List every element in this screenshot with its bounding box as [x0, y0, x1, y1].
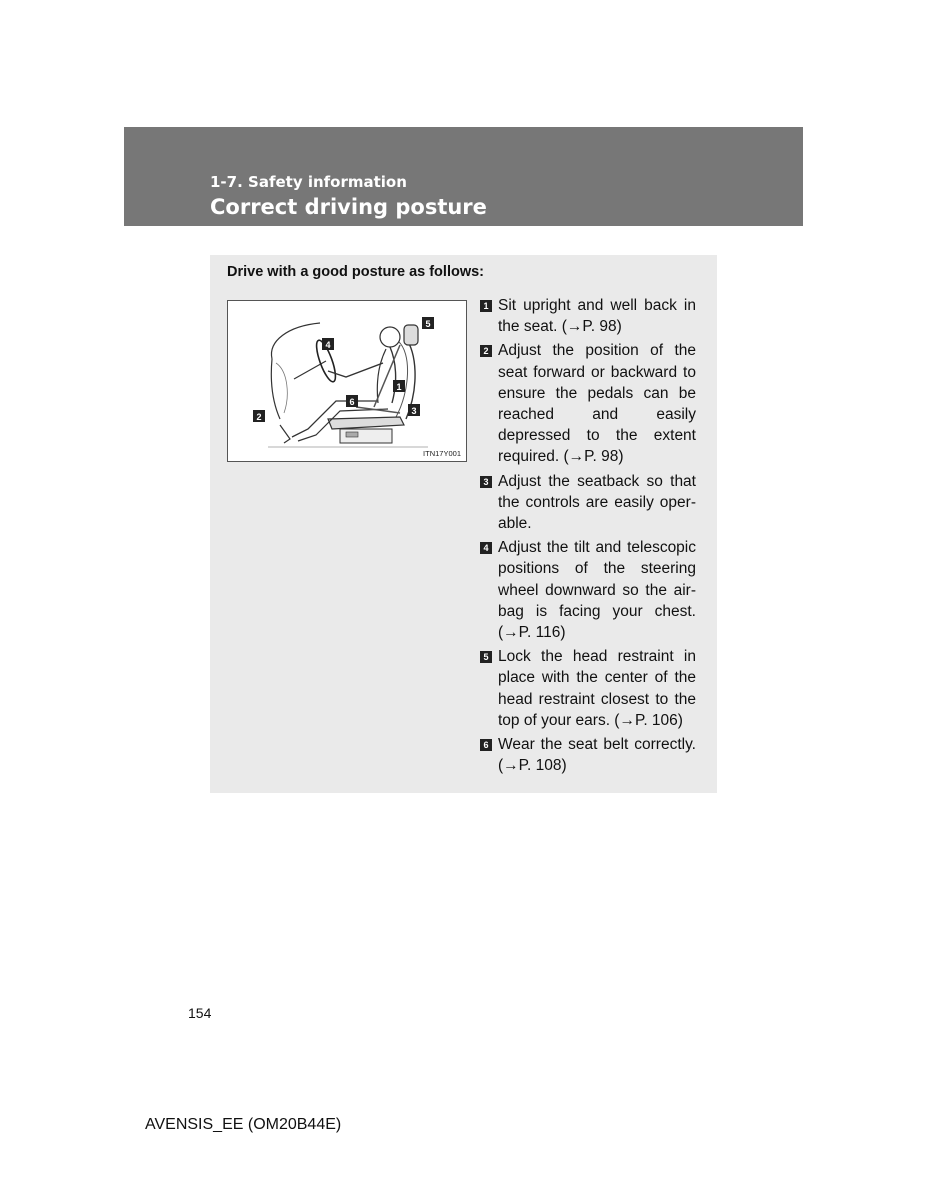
list-item: [480, 537, 696, 643]
callout-5: [422, 317, 434, 329]
content-panel: [210, 255, 717, 793]
list-item: [480, 295, 696, 337]
callout-1: [393, 380, 405, 392]
page-title: Correct driving posture: [210, 195, 487, 219]
svg-text:3: 3: [411, 406, 417, 416]
driver-seat-drawing: [228, 301, 466, 461]
posture-illustration: [227, 300, 467, 462]
svg-text:4: 4: [325, 340, 331, 350]
step-text: Adjust the seatback so that the controls are easily oper-able.: [498, 472, 696, 533]
svg-text:2: 2: [256, 412, 262, 422]
step-number-badge: 3: [480, 476, 492, 488]
step-number-badge: 2: [480, 345, 492, 357]
intro-text: Drive with a good posture as follows:: [227, 264, 484, 280]
section-label: 1-7. Safety information: [210, 173, 407, 191]
svg-text:5: 5: [425, 319, 431, 329]
step-text: Wear the seat belt correctly. (→P. 108): [498, 736, 696, 775]
step-text: Lock the head restraint in place with the center of the head restraint closest to the top of your ears. (→P. 106): [498, 648, 696, 729]
step-number-badge: 5: [480, 651, 492, 663]
document-code: AVENSIS_EE (OM20B44E): [145, 1116, 342, 1133]
page-number: 154: [188, 1005, 212, 1021]
svg-text:6: 6: [349, 397, 355, 407]
callout-2: [253, 410, 265, 422]
list-item: [480, 646, 696, 731]
step-number-badge: 6: [480, 739, 492, 751]
callout-6: [346, 395, 358, 407]
callout-3: [408, 404, 420, 416]
step-text: Sit upright and well back in the seat. (→P. 98): [498, 297, 696, 336]
step-number-badge: 1: [480, 300, 492, 312]
svg-text:1: 1: [396, 382, 402, 392]
section-header-band: [124, 127, 803, 226]
step-text: Adjust the position of the seat forward or backward to ensure the pedals can be reached and easily depressed to the extent required. (→P. 98): [498, 342, 696, 466]
figure-code: ITN17Y001: [423, 449, 461, 458]
list-item: [480, 734, 696, 776]
step-number-badge: 4: [480, 542, 492, 554]
list-item: [480, 471, 696, 535]
list-item: [480, 340, 696, 467]
posture-steps-list: [480, 295, 696, 779]
callout-4: [322, 338, 334, 350]
step-text: Adjust the tilt and telescopic positions of the steering wheel downward so the air-bag is facing your chest. (→P. 116): [498, 539, 696, 642]
